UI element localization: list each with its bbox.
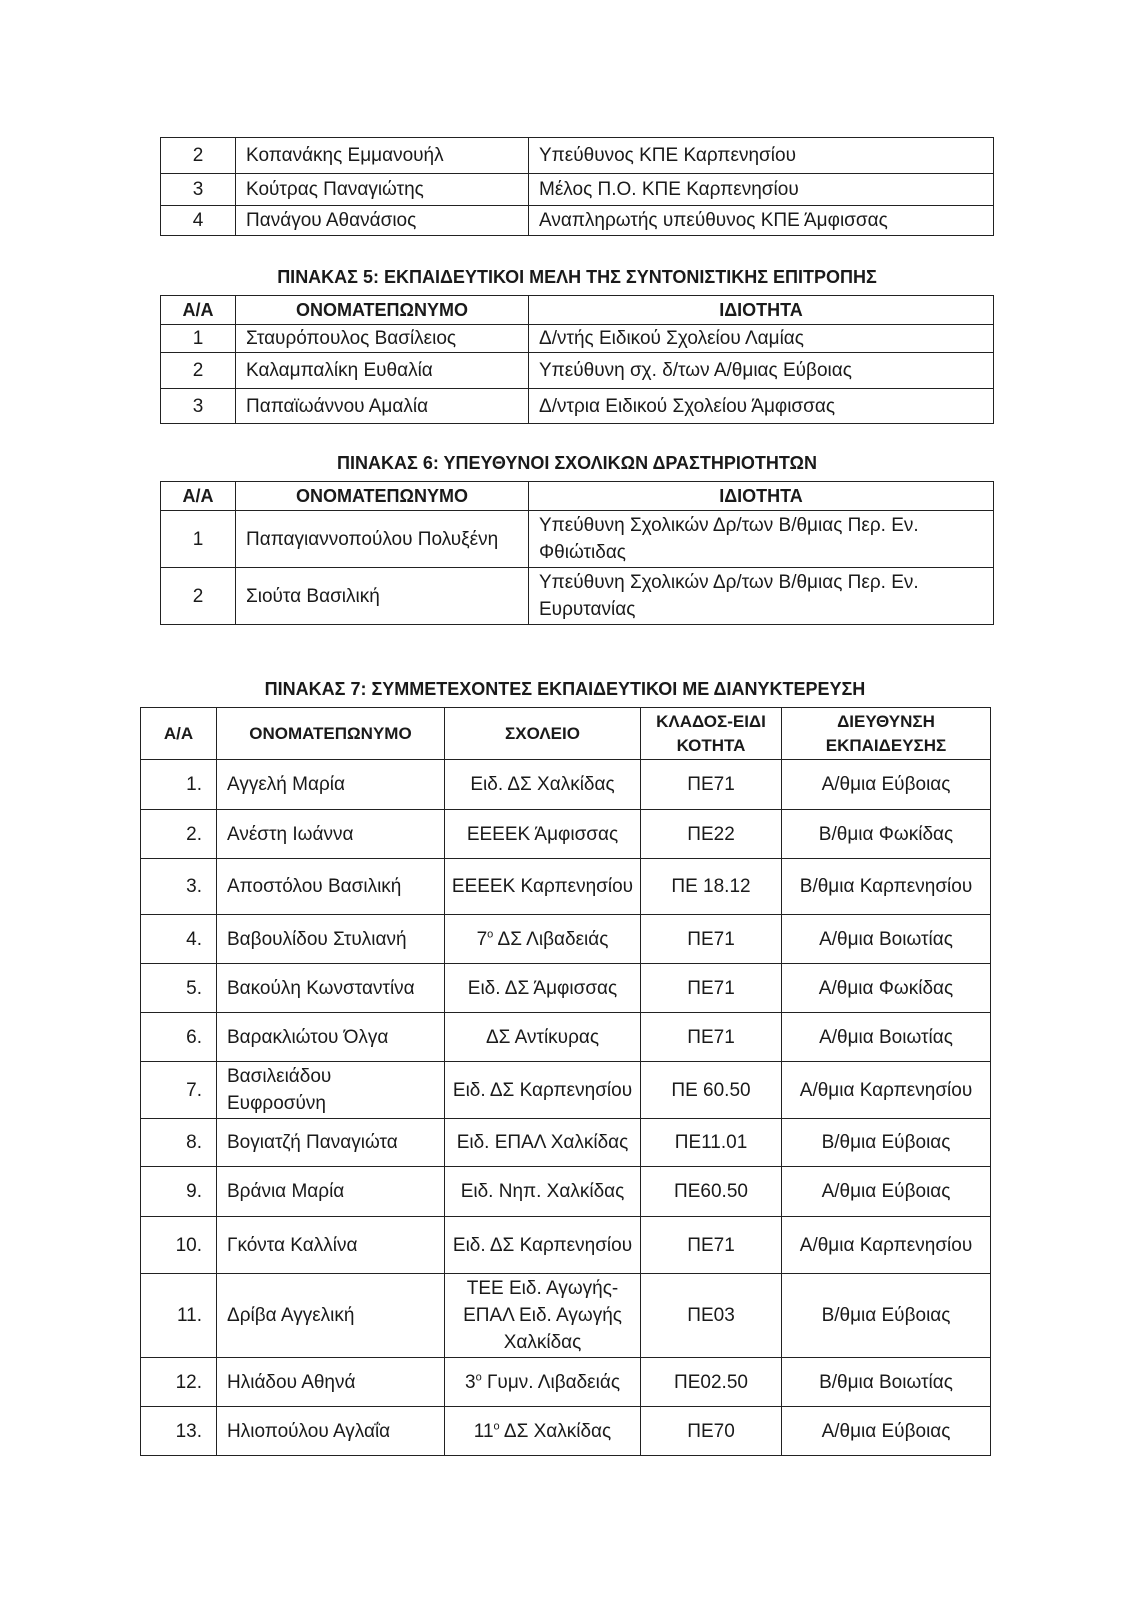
row-role: Υπεύθυνη Σχολικών Δρ/των Β/θμιας Περ. Εν. Φθιώτιδας bbox=[529, 511, 994, 568]
row-number: 1 bbox=[161, 325, 236, 353]
row-school bbox=[445, 1274, 641, 1358]
table7-header: ΚΛΑΔΟΣ-ΕΙΔΙΚΟΤΗΤΑ bbox=[641, 708, 782, 760]
row-school bbox=[445, 1407, 641, 1456]
row-number: 9. bbox=[141, 1167, 217, 1217]
row-branch: ΠΕ60.50 bbox=[641, 1167, 782, 1217]
table-row bbox=[141, 1217, 991, 1274]
row-name: Ηλιοπούλου Αγλαΐα bbox=[217, 1407, 445, 1456]
row-role: Υπεύθυνος ΚΠΕ Καρπενησίου bbox=[529, 138, 994, 174]
table5 bbox=[160, 295, 994, 424]
school-ordinal: 11 bbox=[473, 1420, 494, 1442]
row-branch: ΠΕ22 bbox=[641, 810, 782, 859]
table-row bbox=[161, 389, 994, 424]
table-row bbox=[141, 859, 991, 915]
table-row bbox=[161, 174, 994, 206]
row-number: 1. bbox=[141, 760, 217, 810]
row-school bbox=[445, 810, 641, 859]
row-school bbox=[445, 760, 641, 810]
table-row bbox=[141, 1119, 991, 1167]
row-directorate: Β/θμια Φωκίδας bbox=[782, 810, 991, 859]
row-directorate: Β/θμια Βοιωτίας bbox=[782, 1358, 991, 1407]
row-directorate: Β/θμια Καρπενησίου bbox=[782, 859, 991, 915]
row-directorate: Α/θμια Καρπενησίου bbox=[782, 1062, 991, 1119]
row-name: Αποστόλου Βασιλική bbox=[217, 859, 445, 915]
table5-header: Α/Α bbox=[161, 296, 236, 325]
row-school bbox=[445, 1217, 641, 1274]
row-school bbox=[445, 859, 641, 915]
row-number: 2 bbox=[161, 568, 236, 625]
row-number: 3 bbox=[161, 174, 236, 206]
table-row bbox=[161, 325, 994, 353]
table-row bbox=[141, 760, 991, 810]
row-number: 11. bbox=[141, 1274, 217, 1358]
school-ordinal: 7 bbox=[476, 928, 488, 950]
table7-header: Α/Α bbox=[141, 708, 217, 760]
row-branch: ΠΕ70 bbox=[641, 1407, 782, 1456]
row-number: 3 bbox=[161, 389, 236, 424]
table7-header: ΟΝΟΜΑΤΕΠΩΝΥΜΟ bbox=[217, 708, 445, 760]
row-number: 8. bbox=[141, 1119, 217, 1167]
school-name: ΔΣ Λιβαδειάς bbox=[493, 928, 609, 950]
row-branch: ΠΕ 60.50 bbox=[641, 1062, 782, 1119]
row-number: 4 bbox=[161, 206, 236, 236]
row-school bbox=[445, 915, 641, 964]
row-directorate: Α/θμια Βοιωτίας bbox=[782, 915, 991, 964]
row-branch: ΠΕ 18.12 bbox=[641, 859, 782, 915]
row-number: 7. bbox=[141, 1062, 217, 1119]
school-name: Ειδ. ΔΣ Άμφισσας bbox=[467, 977, 618, 999]
table-row bbox=[161, 568, 994, 625]
row-name: Βασιλειάδου Ευφροσύνη bbox=[217, 1062, 445, 1119]
row-branch: ΠΕ71 bbox=[641, 1217, 782, 1274]
row-directorate: Α/θμια Εύβοιας bbox=[782, 1407, 991, 1456]
row-name: Σιούτα Βασιλική bbox=[236, 568, 529, 625]
row-role: Δ/ντής Ειδικού Σχολείου Λαμίας bbox=[529, 325, 994, 353]
row-directorate: Α/θμια Εύβοιας bbox=[782, 1167, 991, 1217]
row-directorate: Α/θμια Βοιωτίας bbox=[782, 1013, 991, 1062]
row-branch: ΠΕ11.01 bbox=[641, 1119, 782, 1167]
row-number: 2 bbox=[161, 353, 236, 389]
school-name: ΔΣ Αντίκυρας bbox=[485, 1026, 600, 1048]
table-top bbox=[160, 137, 994, 236]
row-name: Γκόντα Καλλίνα bbox=[217, 1217, 445, 1274]
row-school bbox=[445, 1119, 641, 1167]
row-directorate: Α/θμια Καρπενησίου bbox=[782, 1217, 991, 1274]
row-number: 10. bbox=[141, 1217, 217, 1274]
table7 bbox=[140, 707, 991, 1456]
row-role: Αναπληρωτής υπεύθυνος ΚΠΕ Άμφισσας bbox=[529, 206, 994, 236]
row-branch: ΠΕ71 bbox=[641, 760, 782, 810]
table-row bbox=[141, 915, 991, 964]
school-name: Ειδ. ΔΣ Χαλκίδας bbox=[470, 774, 615, 795]
row-name: Βράνια Μαρία bbox=[217, 1167, 445, 1217]
row-branch: ΠΕ71 bbox=[641, 1013, 782, 1062]
table7-header: ΣΧΟΛΕΙΟ bbox=[445, 708, 641, 760]
row-name: Βογιατζή Παναγιώτα bbox=[217, 1119, 445, 1167]
row-name: Δρίβα Αγγελική bbox=[217, 1274, 445, 1358]
table-row bbox=[161, 353, 994, 389]
row-name: Καλαμπαλίκη Ευθαλία bbox=[236, 353, 529, 389]
table-row bbox=[161, 206, 994, 236]
row-name: Ανέστη Ιωάννα bbox=[217, 810, 445, 859]
school-name: Ειδ. ΕΠΑΛ Χαλκίδας bbox=[456, 1132, 629, 1153]
row-name: Ηλιάδου Αθηνά bbox=[217, 1358, 445, 1407]
school-name: ΤΕΕ Ειδ. Αγωγής-ΕΠΑΛ Ειδ. Αγωγής Χαλκίδας bbox=[463, 1278, 622, 1353]
row-name: Παπαγιαννοπούλου Πολυξένη bbox=[236, 511, 529, 568]
row-school bbox=[445, 1167, 641, 1217]
row-school bbox=[445, 964, 641, 1013]
row-number: 5. bbox=[141, 964, 217, 1013]
row-school bbox=[445, 1013, 641, 1062]
row-role: Μέλος Π.Ο. ΚΠΕ Καρπενησίου bbox=[529, 174, 994, 206]
school-ordinal: 3 bbox=[464, 1371, 476, 1393]
table-row bbox=[161, 511, 994, 568]
school-name: Ειδ. Νηπ. Χαλκίδας bbox=[460, 1181, 625, 1202]
table-row bbox=[141, 1013, 991, 1062]
row-role: Δ/ντρια Ειδικού Σχολείου Άμφισσας bbox=[529, 389, 994, 424]
school-name: ΔΣ Χαλκίδας bbox=[499, 1420, 612, 1442]
row-number: 6. bbox=[141, 1013, 217, 1062]
row-branch: ΠΕ71 bbox=[641, 915, 782, 964]
table-row bbox=[141, 964, 991, 1013]
school-name: ΕΕΕΕΚ Άμφισσας bbox=[466, 823, 619, 845]
school-name: ΕΕΕΕΚ Καρπενησίου bbox=[451, 876, 634, 897]
row-name: Βακούλη Κωνσταντίνα bbox=[217, 964, 445, 1013]
row-school bbox=[445, 1062, 641, 1119]
table6 bbox=[160, 481, 994, 625]
row-directorate: Α/θμια Φωκίδας bbox=[782, 964, 991, 1013]
row-number: 1 bbox=[161, 511, 236, 568]
row-name: Αγγελή Μαρία bbox=[217, 760, 445, 810]
row-number: 12. bbox=[141, 1358, 217, 1407]
ordinal-superscript: ο bbox=[475, 1371, 482, 1384]
table7-header: ΔΙΕΥΘΥΝΣΗ ΕΚΠΑΙΔΕΥΣΗΣ bbox=[782, 708, 991, 760]
table7-title: ΠΙΝΑΚΑΣ 7: ΣΥΜΜΕΤΕΧΟΝΤΕΣ ΕΚΠΑΙΔΕΥΤΙΚΟΙ ΜΕ ΔΙΑΝΥΚΤΕΡΕΥΣΗ bbox=[264, 679, 866, 699]
table6-header: Α/Α bbox=[161, 482, 236, 511]
row-number: 4. bbox=[141, 915, 217, 964]
table6-header: ΟΝΟΜΑΤΕΠΩΝΥΜΟ bbox=[236, 482, 529, 511]
row-branch: ΠΕ02.50 bbox=[641, 1358, 782, 1407]
row-name: Κούτρας Παναγιώτης bbox=[236, 174, 529, 206]
school-name: Ειδ. ΔΣ Καρπενησίου bbox=[452, 1079, 633, 1101]
table-row bbox=[141, 810, 991, 859]
school-name: Ειδ. ΔΣ Καρπενησίου bbox=[452, 1234, 633, 1256]
row-branch: ΠΕ71 bbox=[641, 964, 782, 1013]
row-name: Βαρακλιώτου Όλγα bbox=[217, 1013, 445, 1062]
table6-title: ΠΙΝΑΚΑΣ 6: ΥΠΕΥΘΥΝΟΙ ΣΧΟΛΙΚΩΝ ΔΡΑΣΤΗΡΙΟΤΗΤΩΝ bbox=[337, 453, 817, 473]
table-row bbox=[141, 1062, 991, 1119]
row-name: Σταυρόπουλος Βασίλειος bbox=[236, 325, 529, 353]
row-directorate: Β/θμια Εύβοιας bbox=[782, 1274, 991, 1358]
table-row bbox=[141, 1167, 991, 1217]
school-name: Γυμν. Λιβαδειάς bbox=[481, 1371, 621, 1393]
table-row bbox=[161, 138, 994, 174]
row-name: Πανάγου Αθανάσιος bbox=[236, 206, 529, 236]
row-role: Υπεύθυνη σχ. δ/των Α/θμιας Εύβοιας bbox=[529, 353, 994, 389]
row-branch: ΠΕ03 bbox=[641, 1274, 782, 1358]
table5-header: ΙΔΙΟΤΗΤΑ bbox=[529, 296, 994, 325]
table5-header: ΟΝΟΜΑΤΕΠΩΝΥΜΟ bbox=[236, 296, 529, 325]
row-name: Κοπανάκης Εμμανουήλ bbox=[236, 138, 529, 174]
ordinal-superscript: ο bbox=[493, 1420, 500, 1433]
row-role: Υπεύθυνη Σχολικών Δρ/των Β/θμιας Περ. Εν. Ευρυτανίας bbox=[529, 568, 994, 625]
table-row bbox=[141, 1274, 991, 1358]
row-number: 3. bbox=[141, 859, 217, 915]
row-name: Βαβουλίδου Στυλιανή bbox=[217, 915, 445, 964]
table-row bbox=[141, 1407, 991, 1456]
table5-title: ΠΙΝΑΚΑΣ 5: ΕΚΠΑΙΔΕΥΤΙΚΟΙ ΜΕΛΗ ΤΗΣ ΣΥΝΤΟΝΙΣΤΙΚΗΣ ΕΠΙΤΡΟΠΗΣ bbox=[277, 267, 877, 287]
table6-header: ΙΔΙΟΤΗΤΑ bbox=[529, 482, 994, 511]
table-row bbox=[141, 1358, 991, 1407]
row-directorate: Β/θμια Εύβοιας bbox=[782, 1119, 991, 1167]
row-directorate: Α/θμια Εύβοιας bbox=[782, 760, 991, 810]
row-number: 2 bbox=[161, 138, 236, 174]
ordinal-superscript: ο bbox=[487, 928, 494, 941]
row-number: 13. bbox=[141, 1407, 217, 1456]
row-number: 2. bbox=[141, 810, 217, 859]
row-name: Παπαϊωάννου Αμαλία bbox=[236, 389, 529, 424]
row-school bbox=[445, 1358, 641, 1407]
